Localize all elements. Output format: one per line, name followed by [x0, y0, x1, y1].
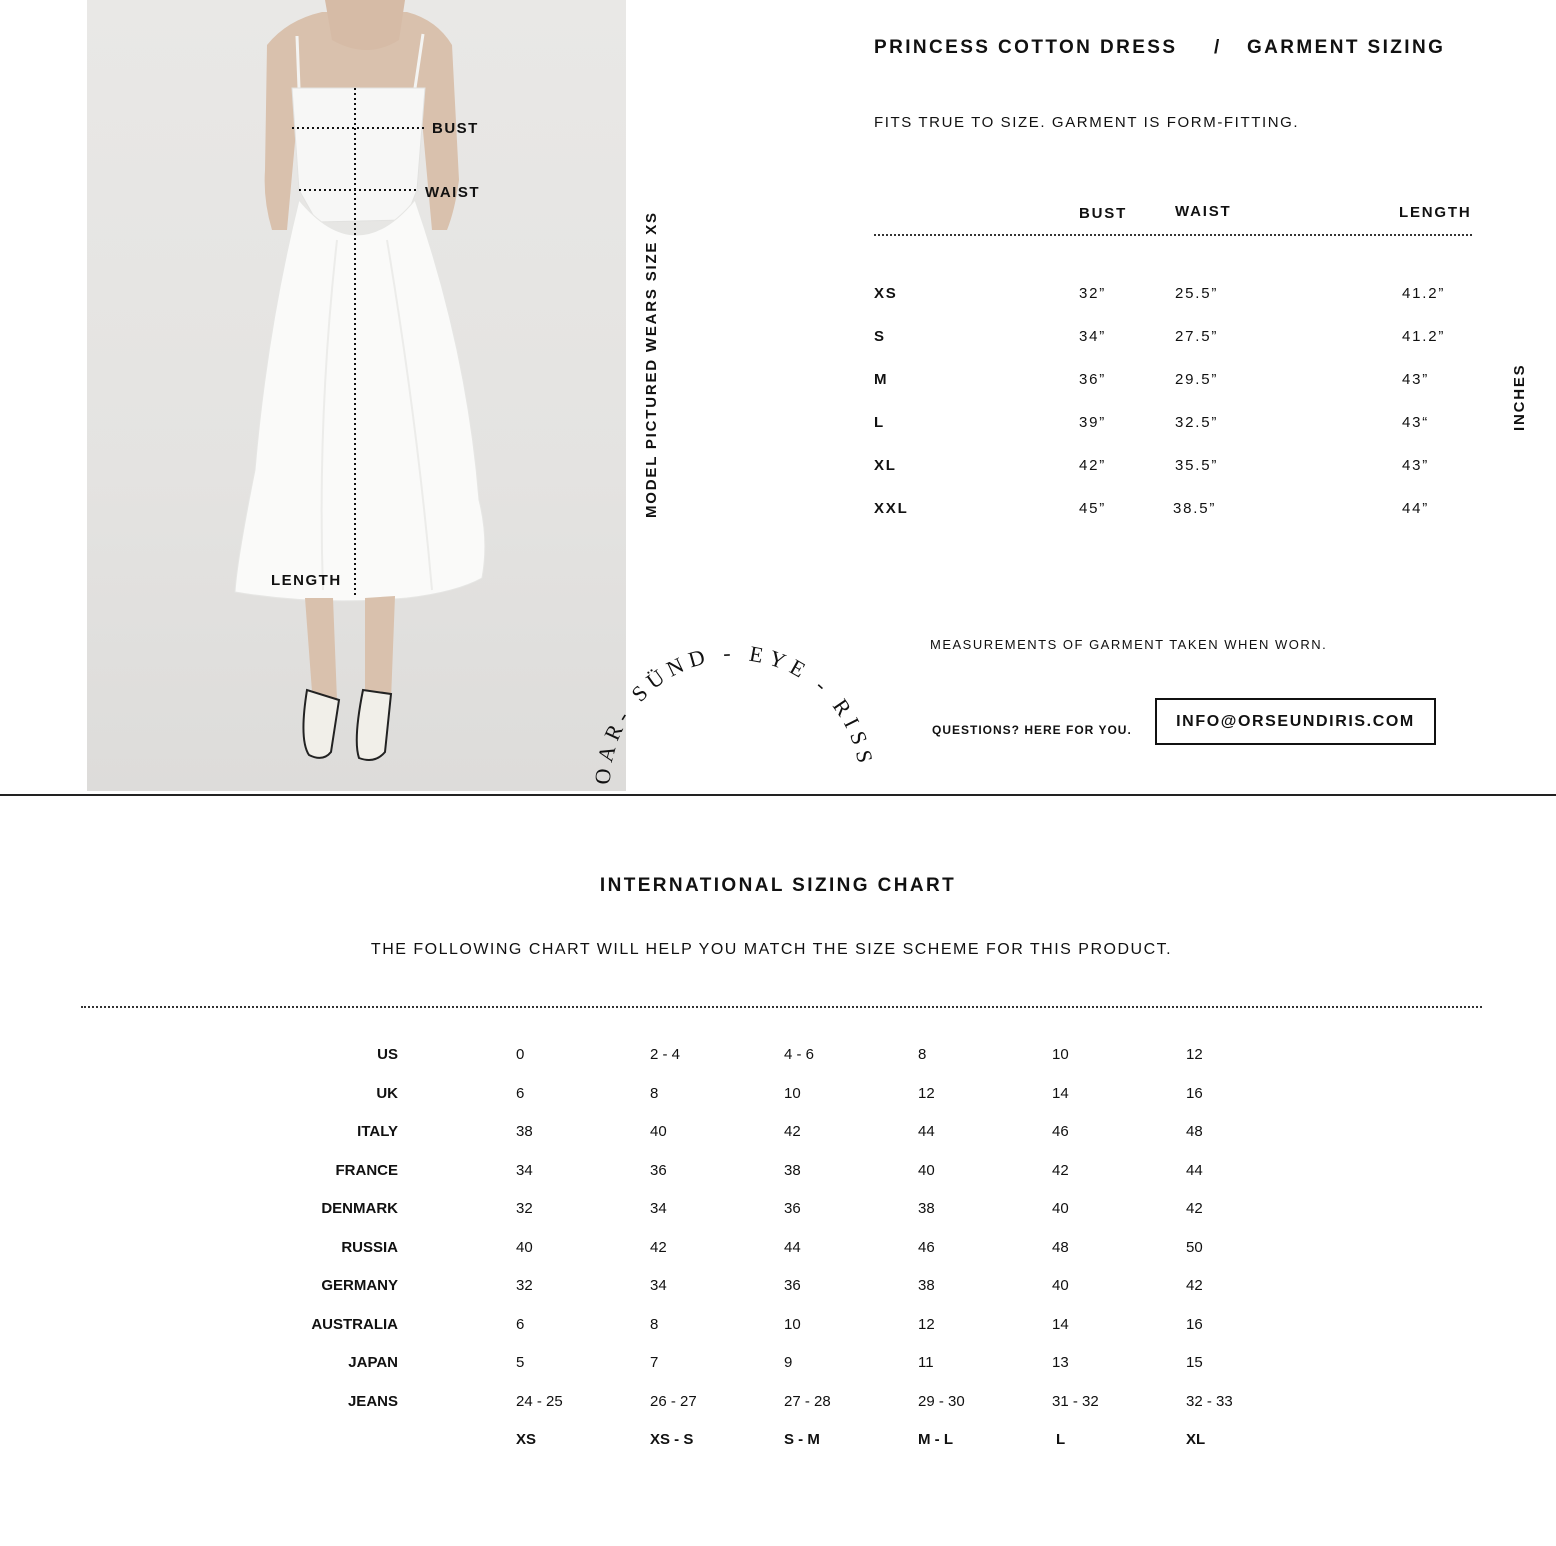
size-value: 11 [918, 1354, 934, 1371]
brand-arc [580, 640, 890, 800]
waist-label: WAIST [425, 184, 480, 201]
size-value: 14 [1052, 1085, 1069, 1102]
size-value: 7 [650, 1354, 659, 1371]
model-size-note: MODEL PICTURED WEARS SIZE XS [643, 211, 660, 518]
size-value: 32 - 33 [1186, 1393, 1233, 1410]
length-label: LENGTH [271, 572, 342, 589]
bust-label: BUST [432, 120, 479, 137]
email-text: INFO@ORSEUNDIRIS.COM [1176, 712, 1415, 730]
size-label: XL [874, 457, 897, 474]
size-value: 16 [1186, 1316, 1203, 1333]
size-value: 40 [650, 1123, 667, 1140]
size-value: 48 [1052, 1239, 1069, 1256]
size-label: XXL [874, 500, 909, 517]
col-bust: BUST [1079, 205, 1128, 222]
country-label: DENMARK [321, 1200, 398, 1217]
size-value: 12 [1186, 1046, 1203, 1063]
waist-value: 25.5” [1175, 285, 1219, 302]
bust-value: 45” [1079, 500, 1107, 517]
country-label: ITALY [357, 1123, 398, 1140]
country-label: RUSSIA [341, 1239, 398, 1256]
waist-value: 32.5” [1175, 414, 1219, 431]
international-title: INTERNATIONAL SIZING CHART [599, 875, 957, 896]
size-value: 50 [1186, 1239, 1203, 1256]
letter-size: XS [516, 1431, 537, 1448]
bust-value: 34” [1079, 328, 1107, 345]
size-value: 46 [918, 1239, 935, 1256]
section-title: GARMENT SIZING [1247, 37, 1446, 58]
length-value: 43“ [1402, 414, 1430, 431]
size-value: 38 [918, 1277, 935, 1294]
product-name: PRINCESS COTTON DRESS [874, 37, 1178, 58]
size-value: 12 [918, 1316, 935, 1333]
size-value: 32 [516, 1200, 533, 1217]
model-photo [87, 0, 626, 791]
size-value: 10 [784, 1085, 801, 1102]
size-value: 13 [1052, 1354, 1069, 1371]
letter-size: M - L [918, 1431, 953, 1448]
country-label: JEANS [347, 1393, 398, 1410]
size-value: 6 [516, 1085, 525, 1102]
length-value: 41.2” [1402, 285, 1446, 302]
length-value: 41.2” [1402, 328, 1446, 345]
size-value: 44 [1186, 1162, 1203, 1179]
size-value: 8 [650, 1085, 659, 1102]
waist-value: 35.5” [1175, 457, 1219, 474]
email-button[interactable] [1155, 698, 1436, 745]
size-value: 36 [650, 1162, 667, 1179]
letter-size: XS - S [650, 1431, 694, 1448]
size-value: 44 [918, 1123, 935, 1140]
size-value: 42 [784, 1123, 801, 1140]
size-value: 34 [650, 1277, 667, 1294]
size-value: 36 [784, 1200, 801, 1217]
waist-value: 27.5” [1175, 328, 1219, 345]
country-label: UK [376, 1085, 398, 1102]
size-value: 8 [918, 1046, 927, 1063]
size-value: 36 [784, 1277, 801, 1294]
size-value: 14 [1052, 1316, 1069, 1333]
measurement-note: MEASUREMENTS OF GARMENT TAKEN WHEN WORN. [930, 637, 1328, 652]
country-label: FRANCE [335, 1162, 398, 1179]
size-value: 40 [1052, 1277, 1069, 1294]
col-waist: WAIST [1175, 203, 1232, 220]
size-value: 26 - 27 [650, 1393, 697, 1410]
length-value: 43” [1402, 371, 1430, 388]
size-value: 0 [516, 1046, 525, 1063]
international-subtitle: THE FOLLOWING CHART WILL HELP YOU MATCH THE SIZE SCHEME FOR THIS PRODUCT. [370, 941, 1173, 958]
size-value: 34 [650, 1200, 667, 1217]
size-value: 9 [784, 1354, 793, 1371]
size-label: S [874, 328, 886, 345]
size-value: 29 - 30 [918, 1393, 965, 1410]
bust-value: 32” [1079, 285, 1107, 302]
waist-value: 29.5” [1175, 371, 1219, 388]
bust-value: 39” [1079, 414, 1107, 431]
size-value: 6 [516, 1316, 525, 1333]
bust-value: 36” [1079, 371, 1107, 388]
letter-size: S - M [784, 1431, 820, 1448]
country-label: JAPAN [348, 1354, 398, 1371]
size-value: 42 [650, 1239, 667, 1256]
letter-size: L [1056, 1431, 1066, 1448]
size-value: 24 - 25 [516, 1393, 563, 1410]
size-value: 12 [918, 1085, 935, 1102]
brand-arc-text: OAR- SÜND - EYE - RISS [589, 640, 880, 786]
size-value: 27 - 28 [784, 1393, 831, 1410]
size-label: L [874, 414, 885, 431]
country-label: GERMANY [321, 1277, 398, 1294]
size-value: 40 [1052, 1200, 1069, 1217]
country-label: AUSTRALIA [311, 1316, 398, 1333]
size-value: 40 [918, 1162, 935, 1179]
size-label: XS [874, 285, 898, 302]
fit-note: FITS TRUE TO SIZE. GARMENT IS FORM-FITTING. [874, 114, 1300, 131]
size-value: 40 [516, 1239, 533, 1256]
size-value: 10 [1052, 1046, 1069, 1063]
size-value: 31 - 32 [1052, 1393, 1099, 1410]
length-value: 43” [1402, 457, 1430, 474]
size-value: 38 [918, 1200, 935, 1217]
country-label: US [377, 1046, 398, 1063]
col-length: LENGTH [1399, 204, 1472, 221]
size-value: 38 [516, 1123, 533, 1140]
size-value: 34 [516, 1162, 533, 1179]
length-value: 44” [1402, 500, 1430, 517]
size-label: M [874, 371, 889, 388]
international-divider [81, 1006, 1482, 1008]
title-separator: / [1214, 37, 1222, 58]
size-value: 46 [1052, 1123, 1069, 1140]
size-value: 42 [1186, 1277, 1203, 1294]
size-value: 16 [1186, 1085, 1203, 1102]
table-divider [874, 234, 1472, 236]
size-value: 8 [650, 1316, 659, 1333]
size-value: 38 [784, 1162, 801, 1179]
bust-value: 42” [1079, 457, 1107, 474]
questions-text: QUESTIONS? HERE FOR YOU. [932, 723, 1132, 737]
size-value: 44 [784, 1239, 801, 1256]
size-value: 4 - 6 [784, 1046, 815, 1063]
letter-size: XL [1186, 1431, 1206, 1448]
unit-label: INCHES [1511, 363, 1528, 431]
size-value: 42 [1186, 1200, 1203, 1217]
waist-value: 38.5” [1173, 500, 1217, 517]
size-value: 5 [516, 1354, 525, 1371]
size-value: 32 [516, 1277, 533, 1294]
section-divider [0, 794, 1556, 796]
size-value: 2 - 4 [650, 1046, 681, 1063]
size-value: 10 [784, 1316, 801, 1333]
size-value: 15 [1186, 1354, 1203, 1371]
dress-illustration [87, 0, 626, 791]
size-value: 42 [1052, 1162, 1069, 1179]
size-value: 48 [1186, 1123, 1203, 1140]
